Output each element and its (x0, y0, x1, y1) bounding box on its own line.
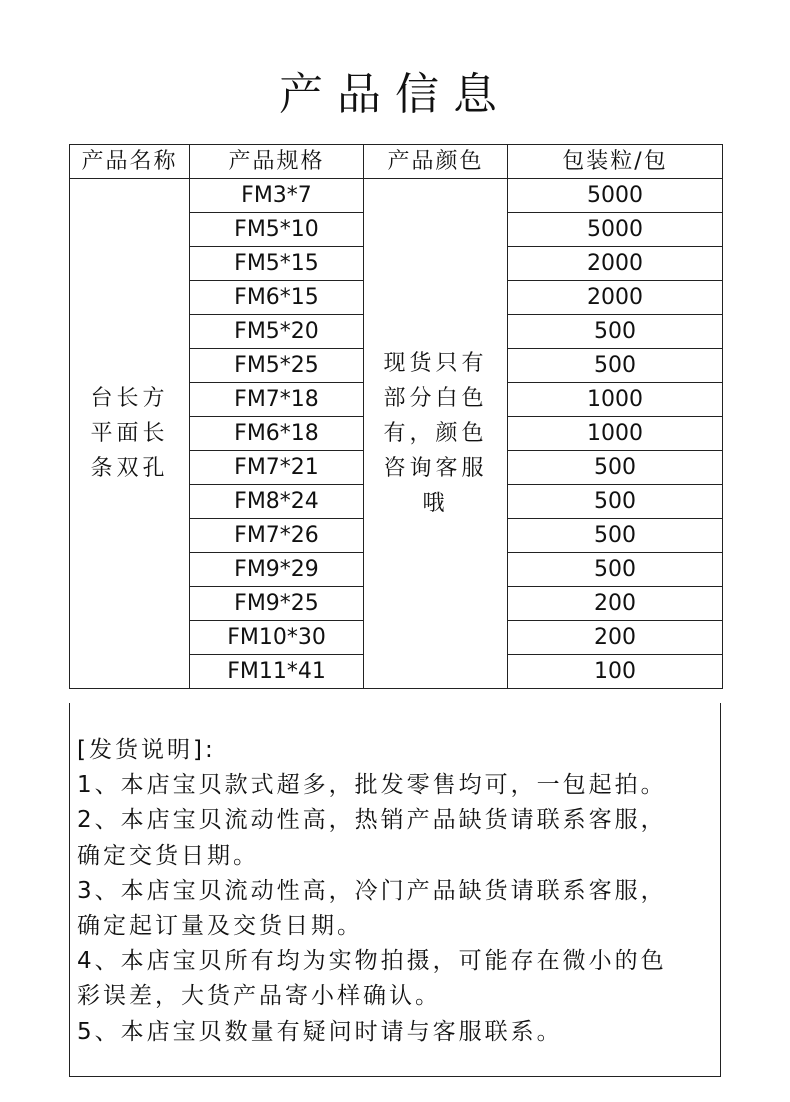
product-name-cell (70, 179, 190, 689)
qty-cell: 500 (508, 349, 723, 383)
notes-line: 彩误差，大货产品寄小样确认。 (77, 983, 441, 1010)
spec-cell: FM6*18 (190, 417, 364, 451)
qty-cell: 500 (508, 485, 723, 519)
qty-cell: 200 (508, 621, 723, 655)
shipping-notes (69, 703, 721, 1077)
spec-cell: FM7*26 (190, 519, 364, 553)
product-name-line: 台长方 (90, 386, 169, 411)
header-product-spec: 产品规格 (190, 145, 364, 179)
qty-cell: 500 (508, 315, 723, 349)
spec-cell: FM5*15 (190, 247, 364, 281)
color-line: 有，颜色 (383, 421, 488, 446)
notes-line: 4、本店宝贝所有均为实物拍摄，可能存在微小的色 (77, 948, 667, 975)
notes-line: 2、本店宝贝流动性高，热销产品缺货请联系客服， (77, 807, 667, 834)
qty-cell: 200 (508, 587, 723, 621)
color-line: 哦 (422, 491, 449, 516)
qty-cell: 1000 (508, 383, 723, 417)
spec-cell: FM3*7 (190, 179, 364, 213)
spec-cell: FM9*29 (190, 553, 364, 587)
spec-cell: FM6*15 (190, 281, 364, 315)
color-line: 现货只有 (383, 351, 488, 376)
spec-cell: FM7*21 (190, 451, 364, 485)
spec-cell: FM10*30 (190, 621, 364, 655)
color-line: 部分白色 (383, 386, 488, 411)
qty-cell: 5000 (508, 179, 723, 213)
qty-cell: 2000 (508, 281, 723, 315)
qty-cell: 2000 (508, 247, 723, 281)
qty-cell: 500 (508, 451, 723, 485)
spec-cell: FM5*25 (190, 349, 364, 383)
spec-cell: FM5*20 (190, 315, 364, 349)
table-row (70, 179, 723, 213)
page-title: 产品信息 (279, 69, 511, 120)
color-line: 咨询客服 (383, 456, 488, 481)
color-cell (364, 179, 508, 689)
notes-line: 1、本店宝贝款式超多，批发零售均可，一包起拍。 (77, 772, 667, 799)
notes-line: 5、本店宝贝数量有疑问时请与客服联系。 (77, 1018, 563, 1045)
spec-cell: FM5*10 (190, 213, 364, 247)
spec-cell: FM8*24 (190, 485, 364, 519)
product-table (69, 144, 723, 689)
qty-cell: 100 (508, 655, 723, 689)
qty-cell: 5000 (508, 213, 723, 247)
notes-line: 确定起订量及交货日期。 (77, 913, 363, 939)
header-product-color: 产品颜色 (364, 145, 508, 179)
notes-line: 3、本店宝贝流动性高，冷门产品缺货请联系客服， (77, 877, 667, 904)
table-header-row (70, 145, 723, 179)
qty-cell: 1000 (508, 417, 723, 451)
spec-cell: FM9*25 (190, 587, 364, 621)
spec-cell: FM11*41 (190, 655, 364, 689)
notes-line: 确定交货日期。 (77, 842, 259, 869)
qty-cell: 500 (508, 519, 723, 553)
spec-cell: FM7*18 (190, 383, 364, 417)
product-name-line: 条双孔 (90, 456, 169, 481)
qty-cell: 500 (508, 553, 723, 587)
header-product-name: 产品名称 (70, 145, 190, 179)
product-name-line: 平面长 (90, 421, 169, 446)
notes-heading: [发货说明]: (77, 737, 216, 763)
header-pack-qty: 包装粒/包 (508, 145, 723, 179)
